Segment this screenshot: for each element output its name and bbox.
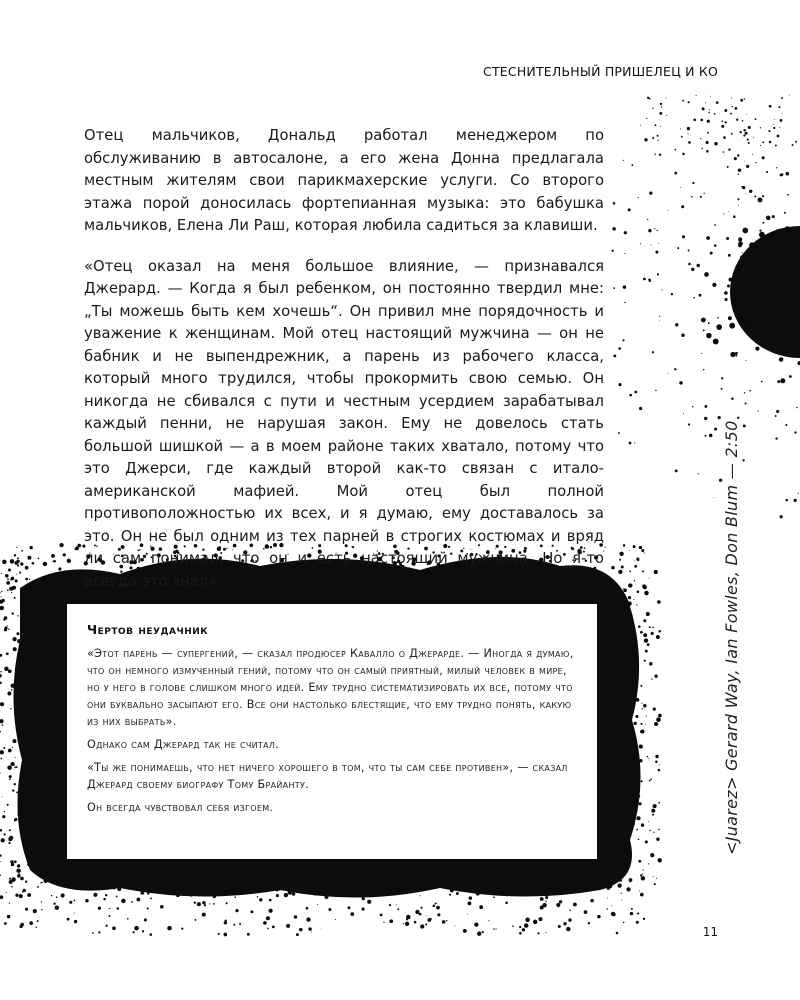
running-head: СТЕСНИТЕЛЬНЫЙ ПРИШЕЛЕЦ И КО	[483, 64, 718, 79]
track-caption: <Juarez> Gerard Way, Ian Fowles, Don Blum — 2:50	[722, 420, 741, 855]
page-number: 11	[702, 925, 718, 939]
paragraph: Отец мальчиков, Дональд работал менеджером по обслуживанию в автосалоне, а его жена Донна предлагала местным жителям свои парикмахерские услуги. Со второго этажа порой доносилась фортепианная музыка: это бабушка мальчиков, Елена Ли Раш, которая любила садиться за клавиши.	[84, 127, 604, 234]
sidebar-paragraph: Он всегда чувствовал себя изгоем.	[87, 801, 274, 814]
sidebar-title: Чертов неудачник	[87, 622, 209, 637]
sidebar-paragraph: «Ты же понимаешь, что нет ничего хорошего в том, что ты сам себе противен», — сказал Джерард своему биографу Тому Брайанту.	[87, 761, 568, 791]
quote-paragraph: «Отец оказал на меня большое влияние, — признавался Джерард. — Когда я был ребенком, он постоянно твердил мне: „Ты можешь быть кем хочешь“. Он привил мне порядочность и уважение к женщинам. Мой отец настоящий мужчина — он не бабник и не выпендрежник, а парень из рабочего класса, который много трудился, чтобы прокормить свою семью. Он никогда не сбивался с пути и честным усердием зарабатывал каждый пенни, не нарушая закон. Ему не довелось стать большой шишкой — а в моем районе таких хватало, потому что это Джерси, где каждый второй как-то связан с итало-американской мафией. Мой отец был полной противоположностью их всех, и я думаю, ему доставалось за это. Он не был одним из тех парней в строгих костюмах и вряд ли сам понимал, что он и есть настоящий мужчина. Но я-то всегда это знал».	[84, 257, 604, 590]
main-text	[84, 125, 604, 611]
sidebar-paragraph: Однако сам Джерард так не считал.	[87, 738, 280, 751]
sidebar-paragraph: «Этот парень — супергений, — сказал продюсер Кавалло о Джерарде. — Иногда я думаю, что он немного измученный гений, потому что он самый приятный, милый человек в мире, но у него в голове слишком много идей. Ему трудно систематизировать их все, потому что они буквально засыпают его. Все они настолько блестящие, что ему трудно понять, какую из них выбрать».	[87, 647, 574, 728]
sidebar-box	[67, 604, 597, 859]
